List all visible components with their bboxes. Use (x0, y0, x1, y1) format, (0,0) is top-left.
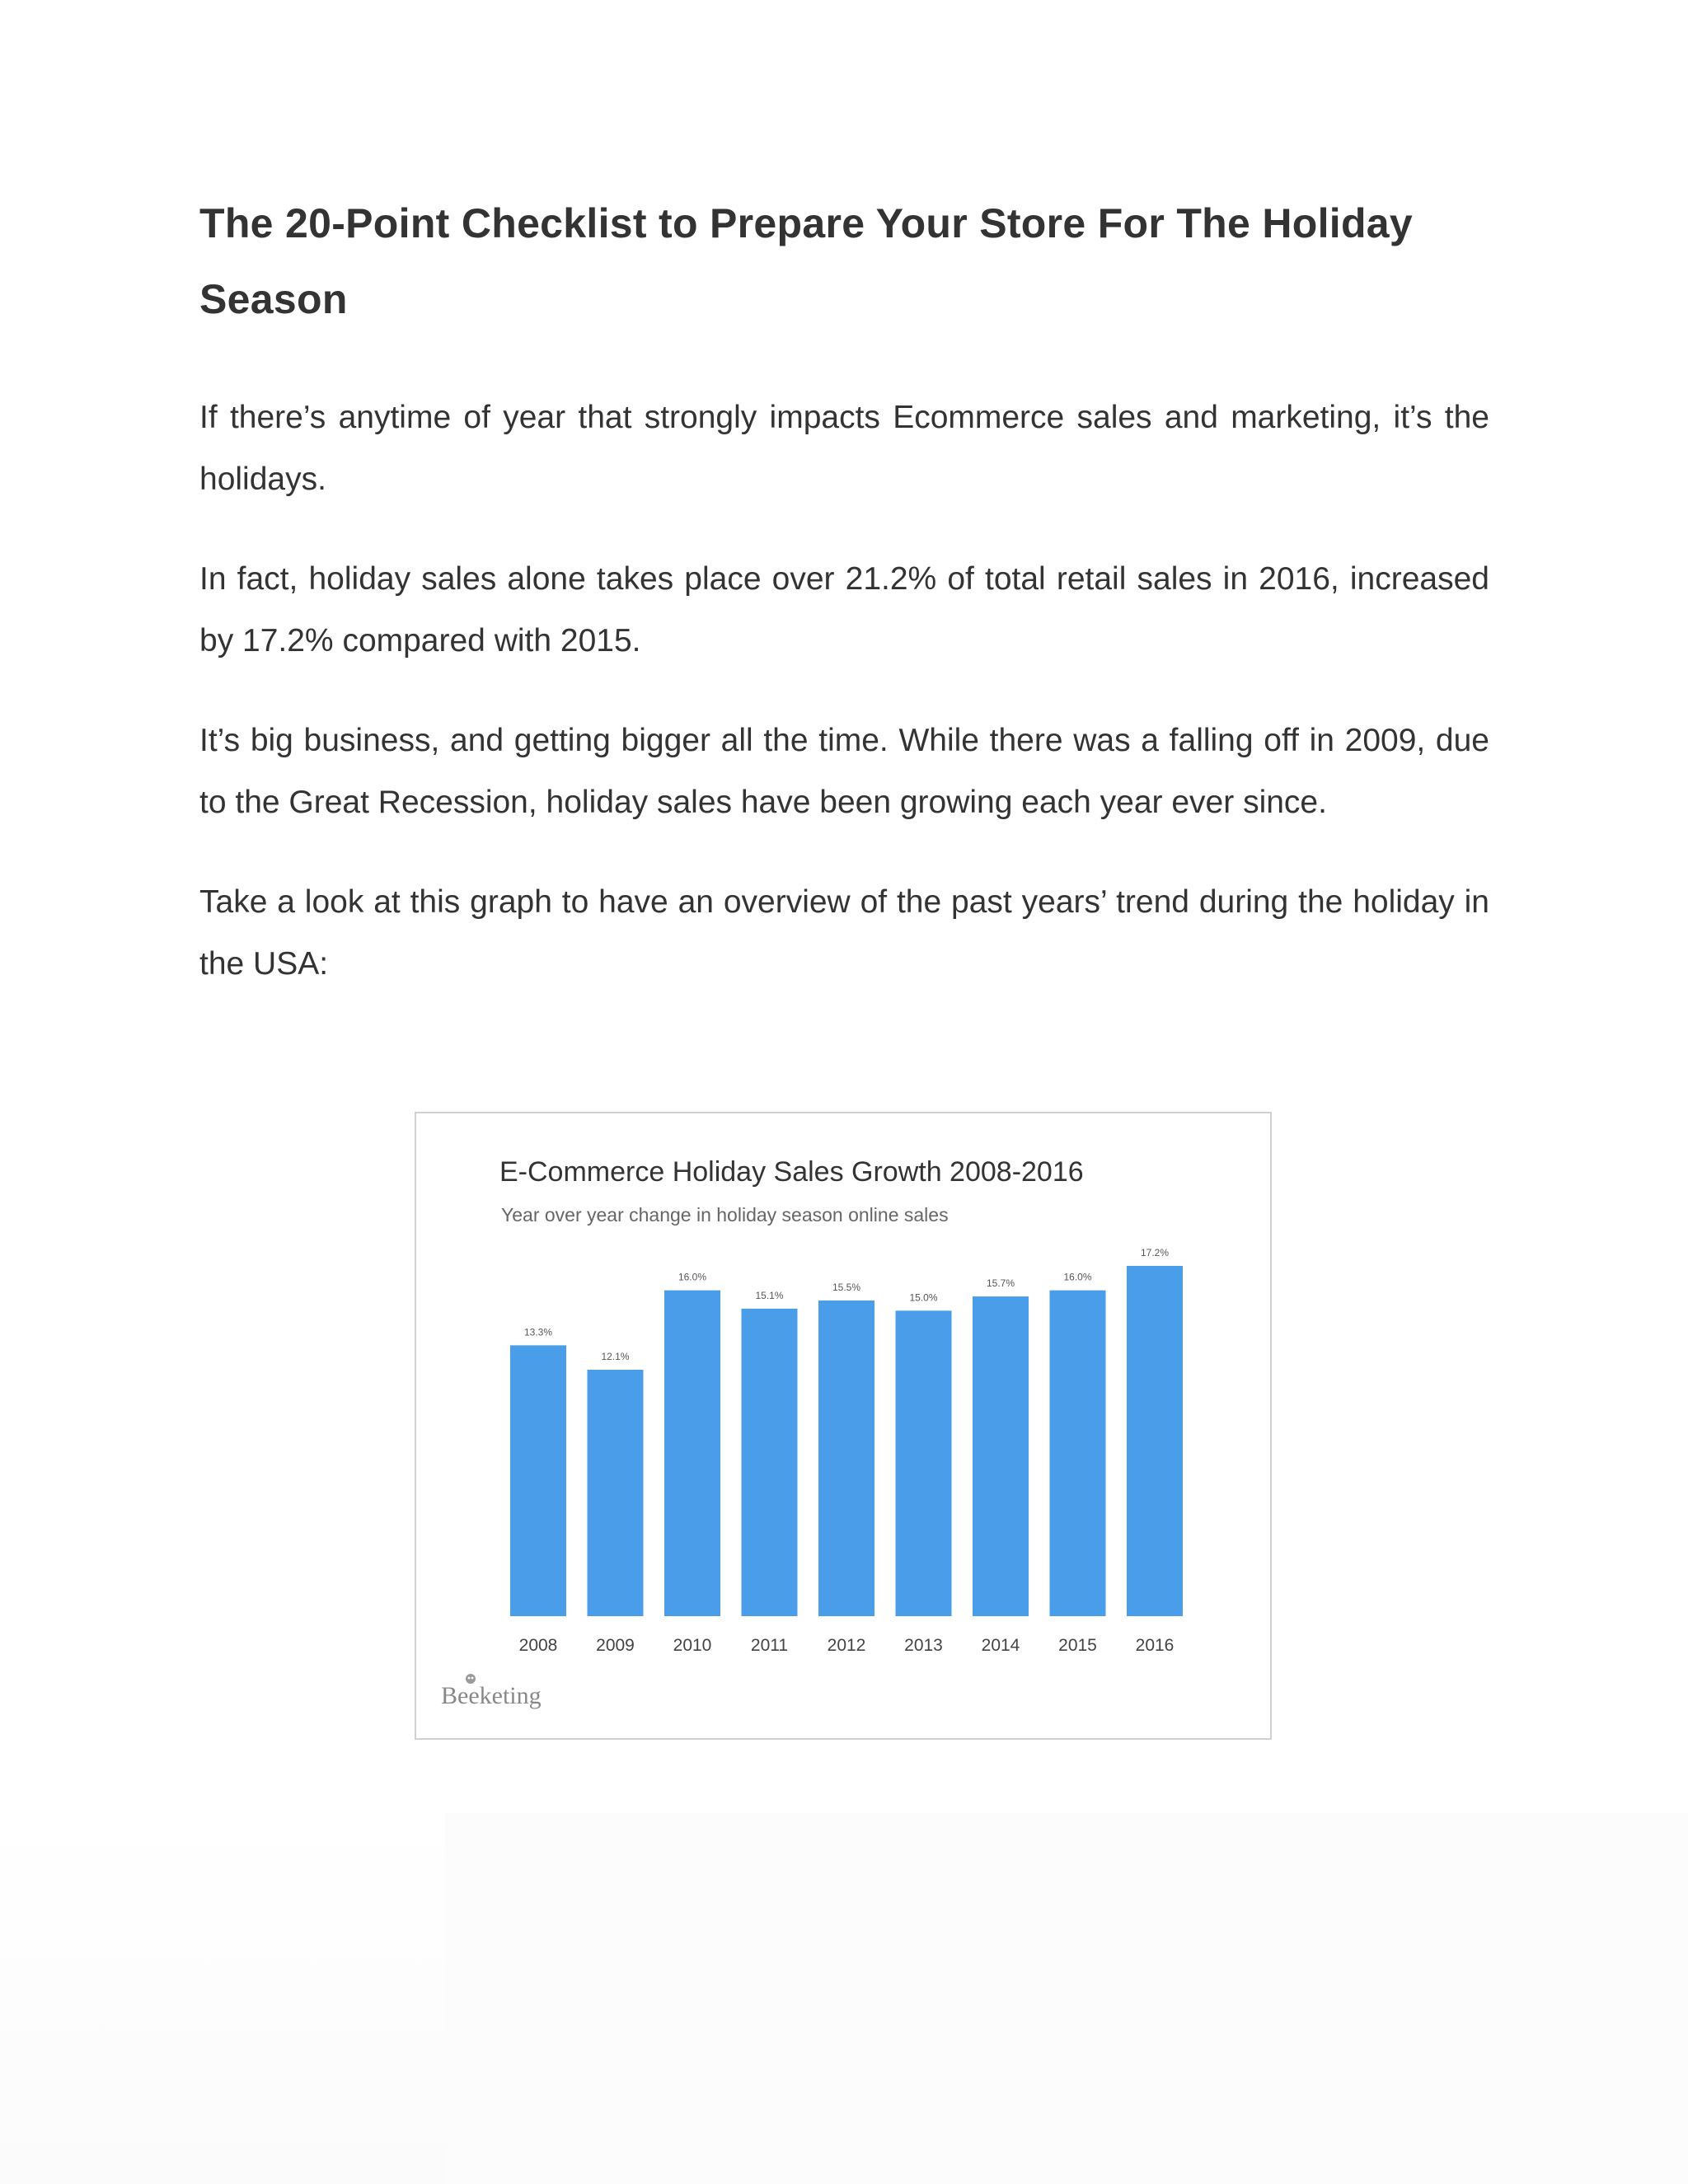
data-label-2015: 16.0% (1063, 1271, 1092, 1283)
data-label-2014: 15.7% (986, 1277, 1015, 1290)
x-tick-label-2014: 2014 (981, 1636, 1020, 1655)
bar-2016 (1127, 1266, 1183, 1616)
chart-subtitle: Year over year change in holiday season online sales (501, 1204, 949, 1226)
chart-figure (415, 1112, 1272, 1740)
paragraph-graph-intro: Take a look at this graph to have an overview of the past years’ trend during the holiday in the USA: (199, 884, 1489, 982)
bar-2014 (973, 1296, 1029, 1616)
bar-2010 (664, 1291, 720, 1616)
bar-chart (416, 1113, 1270, 1738)
brand-logo: Beeketing (441, 1682, 542, 1709)
x-tick-label-2012: 2012 (827, 1636, 866, 1655)
chart-title: E-Commerce Holiday Sales Growth 2008-2016 (499, 1156, 1084, 1188)
data-label-2010: 16.0% (678, 1271, 707, 1283)
data-label-2011: 15.1% (755, 1289, 784, 1301)
x-tick-label-2015: 2015 (1058, 1636, 1097, 1655)
bar-2015 (1050, 1291, 1106, 1616)
data-label-2016: 17.2% (1140, 1247, 1170, 1258)
page-title: The 20-Point Checklist to Prepare Your Store For The Holiday Season (199, 200, 1414, 322)
data-label-2012: 15.5% (832, 1282, 861, 1294)
document-body (199, 185, 1489, 1033)
bar-2012 (818, 1301, 874, 1616)
paragraph-business: It’s big business, and getting bigger all the time. While there was a falling off in 2009, due to the Great Recession, holiday sales have been growing each year ever since. (199, 723, 1489, 820)
x-tick-label-2013: 2013 (904, 1636, 943, 1655)
paragraph-stats: In fact, holiday sales alone takes place over 21.2% of total retail sales in 2016, increased by 17.2% compared with 2015. (199, 561, 1489, 658)
x-tick-label-2009: 2009 (596, 1636, 635, 1655)
page-background-shade-right (445, 1813, 1688, 2184)
x-tick-label-2011: 2011 (750, 1636, 789, 1655)
paragraph-intro: If there’s anytime of year that strongly impacts Ecommerce sales and marketing, it’s the holidays. (199, 400, 1489, 497)
bar-2008 (510, 1345, 566, 1616)
bar-2009 (588, 1370, 644, 1616)
data-label-2013: 15.0% (909, 1291, 938, 1304)
data-label-2009: 12.1% (601, 1351, 630, 1363)
x-tick-label-2016: 2016 (1135, 1636, 1175, 1655)
x-tick-label-2010: 2010 (673, 1636, 712, 1655)
data-label-2008: 13.3% (523, 1326, 553, 1338)
x-tick-label-2008: 2008 (518, 1636, 558, 1655)
bar-2013 (896, 1310, 952, 1616)
bar-2011 (742, 1309, 798, 1616)
